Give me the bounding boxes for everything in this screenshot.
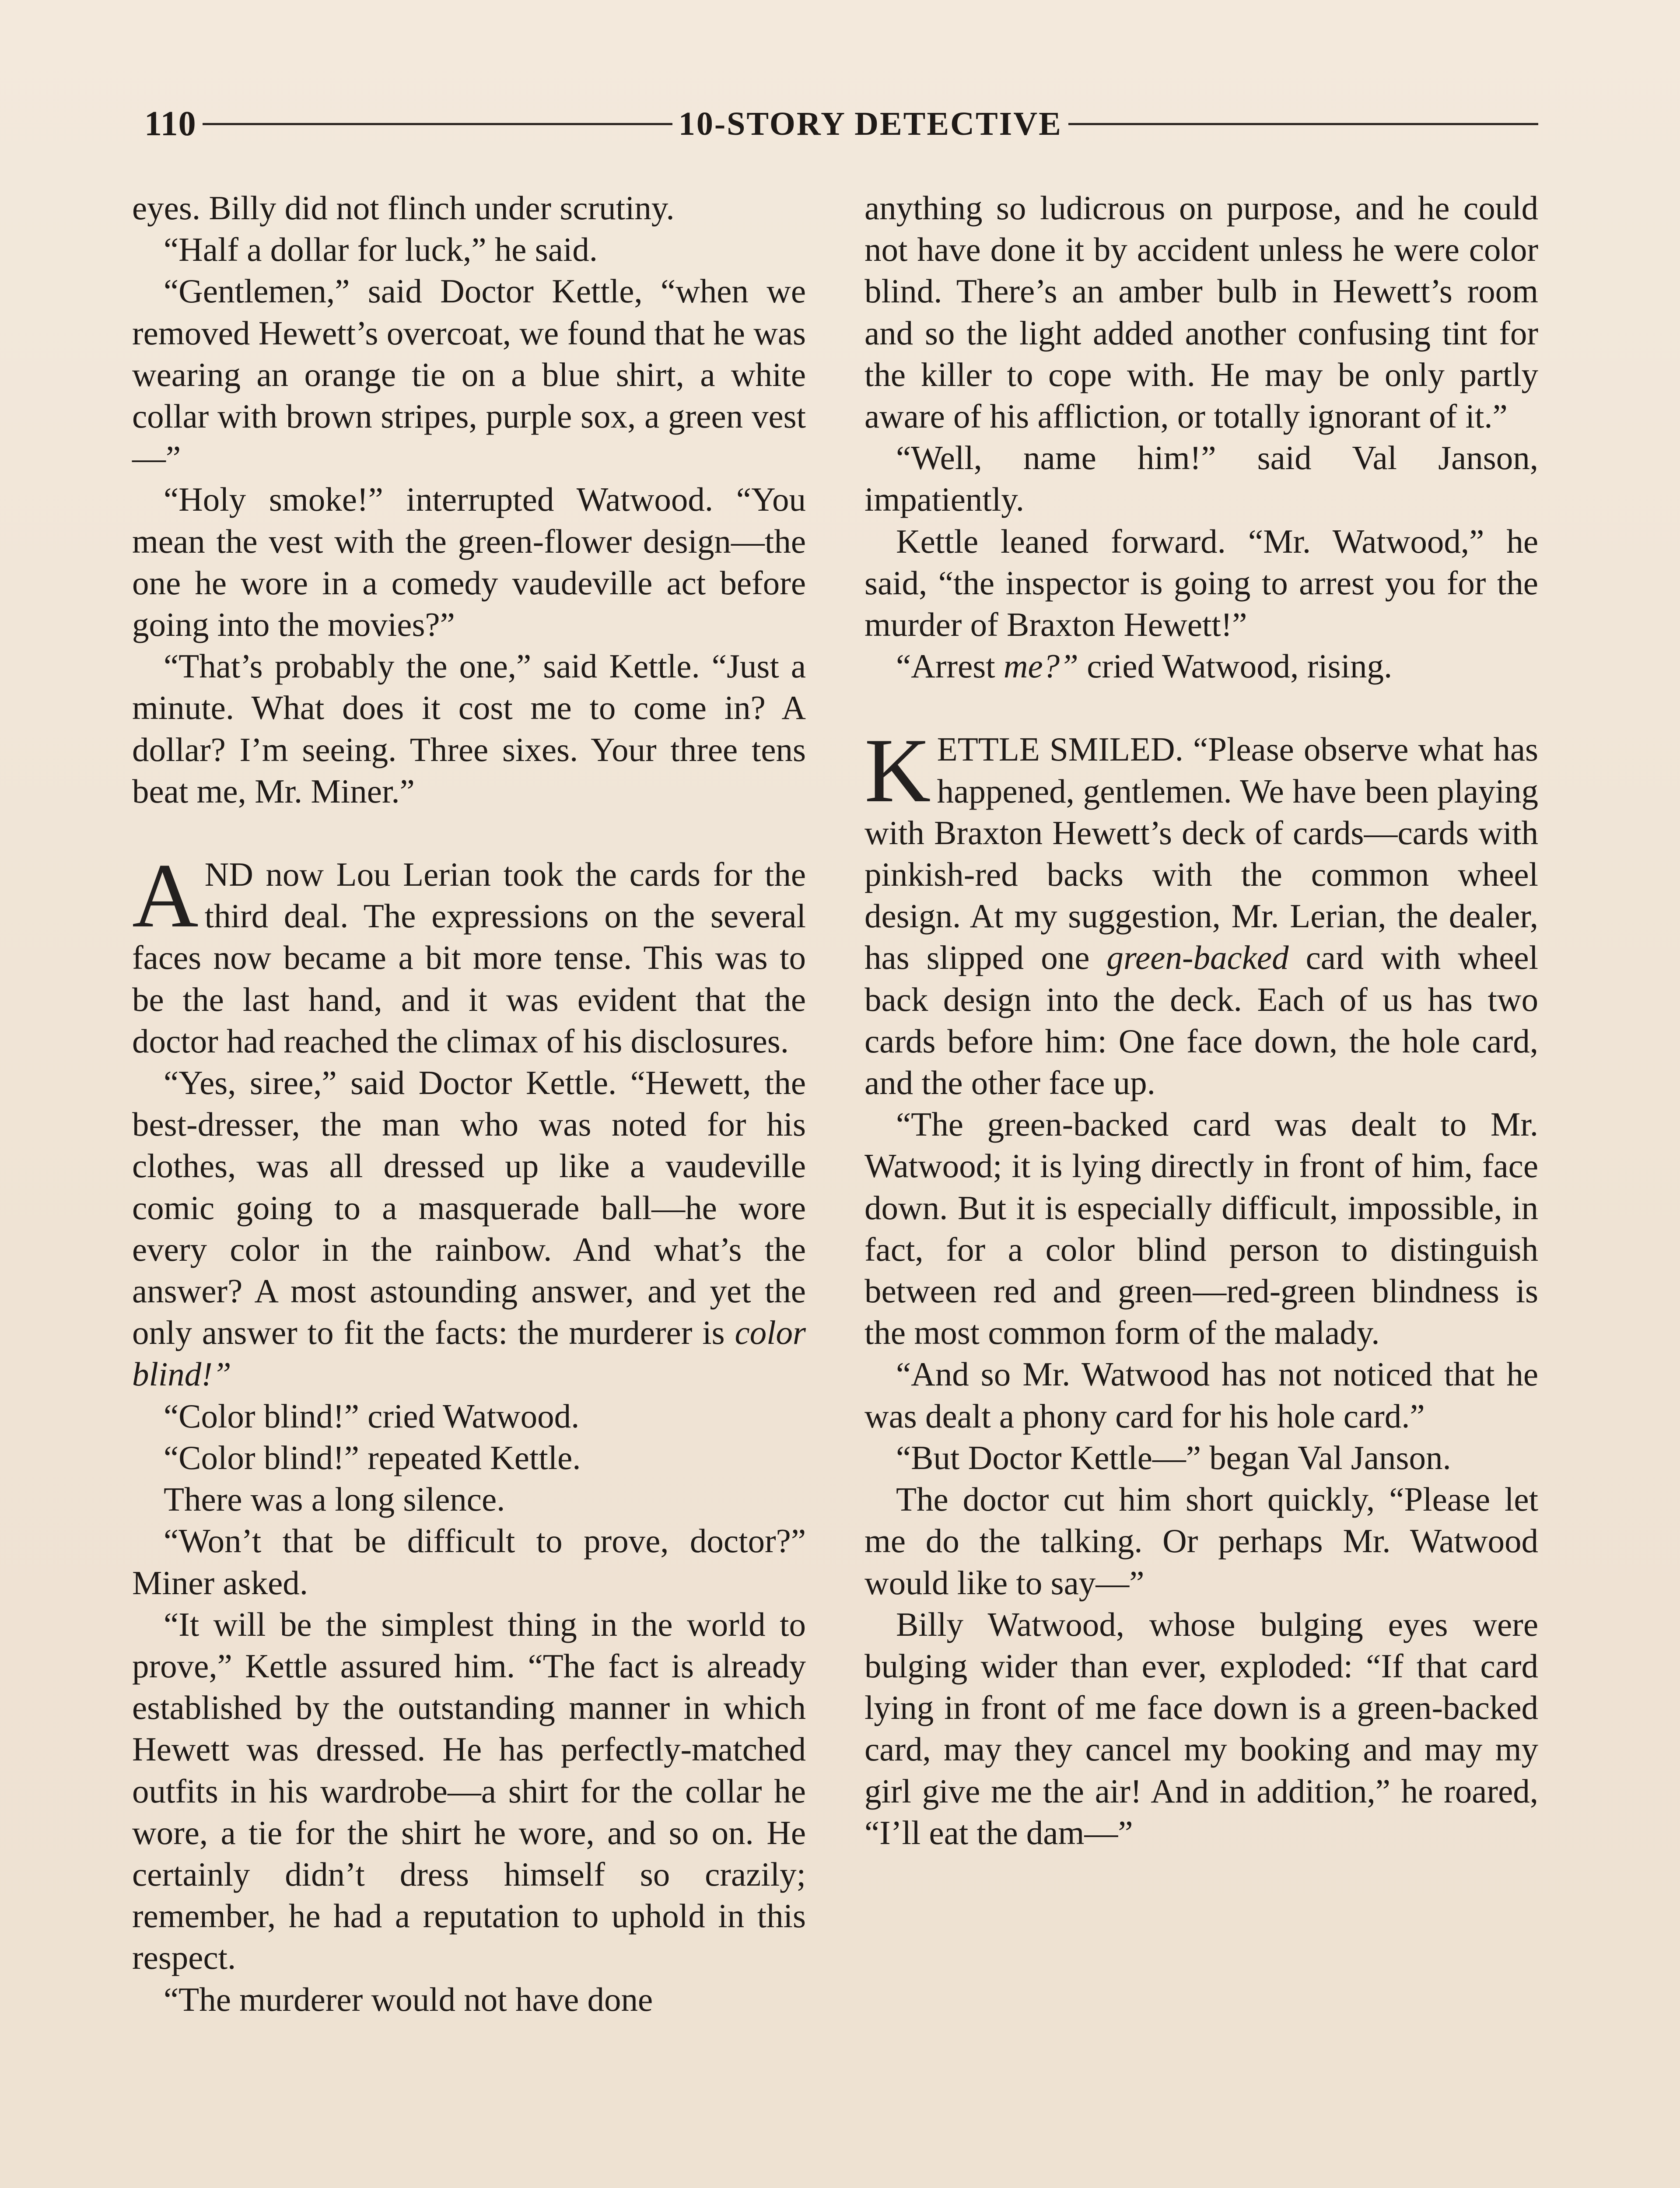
paragraph: anything so ludicrous on purpose, and he could not have done it by accident unless he were color blind. There’s an amber bulb in Hewett’s room and so the light added another confusing tint for the killer to cope with. He may be only partly aware of his affliction, or totally ignorant of it.” [864,189,1538,435]
paragraph [132,1062,806,1396]
page-number: 110 [144,104,196,143]
section-opening-paragraph [132,845,806,1062]
paragraph: There was a long silence. [164,1480,505,1518]
running-title: 10-STORY DETECTIVE [678,105,1062,142]
paragraph: “Color blind!” cried Watwood. [164,1397,580,1435]
emphasis-text: green-backed [1106,939,1289,977]
paragraph-text: “Arrest [896,647,1004,685]
emphasis-text: color blind!” [132,1314,806,1393]
paragraph: “Well, name him!” said Val Janson, impatiently. [864,439,1538,519]
paragraph: “The murderer would not have done [164,1980,653,2018]
paragraph: eyes. Billy did not flinch under scrutiny. [132,189,675,227]
paragraph: “But Doctor Kettle—” began Val Janson. [896,1438,1451,1476]
section-opening-text: card with wheel back design into the deck. Each of us has two cards before him: One face down, the hole card, and the other face up. [864,939,1538,1102]
header-rule-right [1068,123,1538,125]
header-rule-left [203,123,672,125]
paragraph: The doctor cut him short quickly, “Please let me do the talking. Or perhaps Mr. Watwood would like to say—” [864,1480,1538,1602]
drop-cap: A [132,845,199,947]
running-header [144,100,1544,148]
right-column [864,187,1538,1854]
paragraph: “Gentlemen,” said Doctor Kettle, “when we removed Hewett’s overcoat, we found that he was wearing an orange tie on a blue shirt, a white collar with brown stripes, purple sox, a green vest—” [132,272,806,477]
paragraph: “Color blind!” repeated Kettle. [164,1438,581,1476]
paragraph: “That’s probably the one,” said Kettle. “Just a minute. What does it cost me to come in? A dollar? I’m seeing. Three sixes. Your three tens beat me, Mr. Miner.” [132,647,806,810]
section-opening-text: ETTLE SMILED. “Please observe what has happened, gentlemen. We have been playing with Braxton Hewett’s deck of cards—cards with pinkish-red backs with the common wheel design. At my suggestion, Mr. Lerian, the dealer, has slipped one [864,730,1538,977]
left-column [132,187,806,2020]
paragraph: “It will be the simplest thing in the world to prove,” Kettle assured him. “The fact is already established by the outstanding manner in which Hewett was dressed. He has perfectly-matched outfits in his wardrobe—a shirt for the collar he wore, a tie for the shirt he wore, and so on. He certainly didn’t dress himself so crazily; remember, he had a reputation to uphold in this respect. [132,1605,806,1977]
emphasis-text: me?” [1003,647,1078,685]
paragraph: “The green-backed card was dealt to Mr. Watwood; it is lying directly in front of him, face down. But it is especially difficult, impossible, in fact, for a color blind person to distinguish between red and green—red-green blindness is the most common form of the malady. [864,1105,1538,1352]
paragraph: Kettle leaned forward. “Mr. Watwood,” he said, “the inspector is going to arrest you for the murder of Braxton Hewett!” [864,522,1538,644]
paragraph: Billy Watwood, whose bulging eyes were bulging wider than ever, exploded: “If that card lying in front of me face down is a green-backed card, may they cancel my booking and may my girl give me the air! And in addition,” he roared, “I’ll eat the dam—” [864,1605,1538,1851]
paragraph: “Holy smoke!” interrupted Watwood. “You mean the vest with the green-flower design—the one he wore in a comedy vaudeville act before going into the movies?” [132,480,806,644]
paragraph-text: “Yes, siree,” said Doctor Kettle. “Hewett, the best-dresser, the man who was noted for his clothes, was all dressed up like a vaudeville comic going to a masquerade ball—he wore every color in the rainbow. And what’s the answer? A most astounding answer, and yet the only answer to fit the facts: the murderer is [132,1064,806,1352]
paragraph: “Half a dollar for luck,” he said. [164,231,598,269]
paragraph: “And so Mr. Watwood has not noticed that he was dealt a phony card for his hole card.” [864,1355,1538,1435]
paragraph: “Won’t that be difficult to prove, doctor?” Miner asked. [132,1522,806,1602]
section-opening-paragraph [864,720,1538,1104]
section-opening-text: ND now Lou Lerian took the cards for the third deal. The expressions on the several faces now became a bit more tense. This was to be the last hand, and it was evident that the doctor had reached the climax of his disclosures. [132,856,806,1060]
paragraph-text: cried Watwood, rising. [1078,647,1393,685]
drop-cap: K [864,720,931,822]
paragraph [864,645,1538,687]
